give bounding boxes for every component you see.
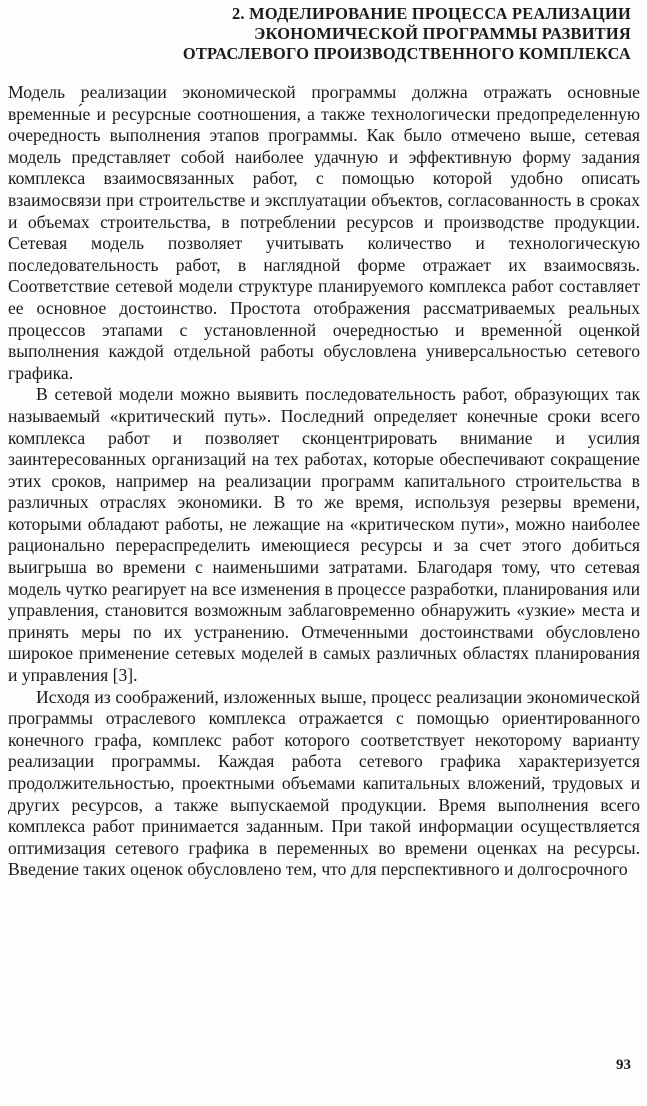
heading-line-1: 2. МОДЕЛИРОВАНИЕ ПРОЦЕССА РЕАЛИЗАЦИИ: [231, 4, 631, 23]
body-text: [8, 82, 640, 881]
page-number: 93: [616, 1057, 631, 1073]
paragraph-3: Исходя из соображений, изложенных выше, процесс реализации экономической программы отраслевого комплекса отражается с помощью ориентированного конечного графа, комплекс работ которого соответствует некоторому варианту реализации программы. Каждая работа сетевого графика характеризуется продолжительностью, проектными объемами капитальных вложений, трудовых и других ресурсов, а также выпускаемой продукции. Время выполнения всего комплекса работ принимается заданным. При такой информации осуществляется оптимизация сетевого графика в переменных во времени оценках на ресурсы. Введение таких оценок обусловлено тем, что для перспективного и долгосрочного: [8, 686, 640, 880]
paragraph-2: В сетевой модели можно выявить последовательность работ, образующих так называемый «критический путь». Последний определяет конечные сроки всего комплекса работ и позволяет сконцентрировать внимание и усилия заинтересованных организаций на тех работах, которые обеспечивают сокращение этих сроков, например на реализации программ капитального строительства в различных отраслях экономики. В то же время, используя резервы времени, которыми обладают работы, не лежащие на «критическом пути», можно наиболее рационально перераспределить имеющиеся ресурсы и за счет этого добиться выигрыша во времени с наименьшими затратами. Благодаря тому, что сетевая модель чутко реагирует на все изменения в процессе разработки, планирования или управления, становится возможным заблаговременно обнаружить «узкие» места и принять меры по их устранению. Отмеченными достоинствами обусловлено широкое применение сетевых моделей в самых различных областях планирования и управления [3].: [8, 384, 640, 686]
heading-line-3: ОТРАСЛЕВОГО ПРОИЗВОДСТВЕННОГО КОМПЛЕКСА: [182, 44, 631, 63]
heading-line-2: ЭКОНОМИЧЕСКОЙ ПРОГРАММЫ РАЗВИТИЯ: [254, 24, 631, 43]
paragraph-1: Модель реализации экономической программы должна отражать основные временны́е и ресурсные соотношения, а также технологически предопределенную очередность выполнения этапов программы. Как было отмечено выше, сетевая модель представляет собой наиболее удачную и эффективную форму задания комплекса взаимосвязанных работ, с помощью которой удобно описать взаимосвязи при строительстве и эксплуатации объектов, согласованность в сроках и объемах строительства, в потреблении ресурсов и производстве продукции. Сетевая модель позволяет учитывать количество и технологическую последовательность работ, в наглядной форме отражает их взаимосвязь. Соответствие сетевой модели структуре планируемого комплекса работ составляет ее основное достоинство. Простота отображения рассматриваемых реальных процессов этапами с установленной очередностью и временно́й оценкой выполнения каждой отдельной работы обусловлена универсальностью сетевого графика.: [8, 82, 640, 383]
section-heading: [111, 4, 631, 64]
